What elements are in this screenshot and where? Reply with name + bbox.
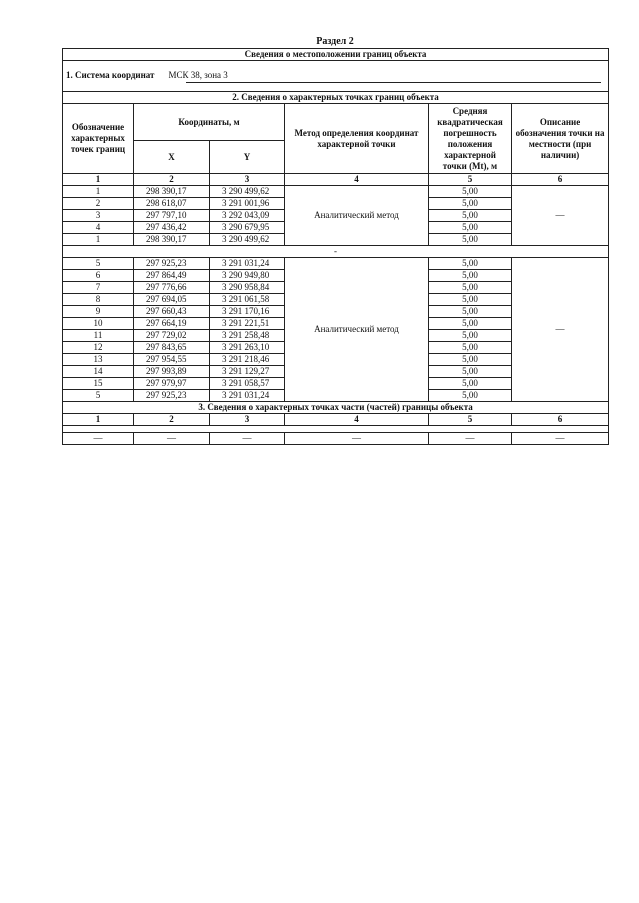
col-number: 6 (512, 414, 609, 426)
y-coord-cell: 3 291 221,51 (210, 318, 285, 330)
col-number: 3 (210, 174, 285, 186)
x-coord-cell: 298 390,17 (134, 234, 210, 246)
mt-cell: 5,00 (429, 378, 512, 390)
y-coord-cell: 3 290 949,80 (210, 270, 285, 282)
point-id-cell: 5 (63, 390, 134, 402)
point-id-cell: 7 (63, 282, 134, 294)
y-coord-cell: 3 291 170,16 (210, 306, 285, 318)
col-number: 3 (210, 414, 285, 426)
coord-system-label: 1. Система координат (66, 69, 155, 80)
group-separator: - (63, 246, 609, 258)
mt-cell: 5,00 (429, 282, 512, 294)
x-coord-cell: 297 776,66 (134, 282, 210, 294)
x-coord-cell: 297 864,49 (134, 270, 210, 282)
document-page (62, 36, 608, 445)
point-id-cell: 8 (63, 294, 134, 306)
x-coord-cell: 297 843,65 (134, 342, 210, 354)
point-id-cell: 3 (63, 210, 134, 222)
x-coord-cell: 297 925,23 (134, 390, 210, 402)
table-cell: — (429, 433, 512, 445)
col-header-point: Обозначение характерных точек границ (63, 104, 134, 174)
point-id-cell: 6 (63, 270, 134, 282)
table-cell: — (512, 433, 609, 445)
point-id-cell: 11 (63, 330, 134, 342)
col-number: 2 (134, 174, 210, 186)
table-cell: — (210, 433, 285, 445)
col-number: 2 (134, 414, 210, 426)
col-number: 4 (285, 414, 429, 426)
table-cell: — (134, 433, 210, 445)
x-coord-cell: 297 797,10 (134, 210, 210, 222)
mt-cell: 5,00 (429, 366, 512, 378)
mt-cell: 5,00 (429, 270, 512, 282)
points-title: 2. Сведения о характерных точках границ объекта (63, 92, 609, 104)
col-number: 5 (429, 174, 512, 186)
x-coord-cell: 297 979,97 (134, 378, 210, 390)
col-number: 4 (285, 174, 429, 186)
y-coord-cell: 3 292 043,09 (210, 210, 285, 222)
mt-cell: 5,00 (429, 390, 512, 402)
mt-cell: 5,00 (429, 198, 512, 210)
mt-cell: 5,00 (429, 234, 512, 246)
col-header-mt: Средняя квадратическая погрешность положения характерной точки (Mt), м (429, 104, 512, 174)
point-id-cell: 1 (63, 186, 134, 198)
point-row (63, 258, 609, 270)
x-coord-cell: 297 729,02 (134, 330, 210, 342)
col-number: 1 (63, 414, 134, 426)
y-coord-cell: 3 291 129,27 (210, 366, 285, 378)
y-coord-cell: 3 290 499,62 (210, 186, 285, 198)
description-cell: — (512, 186, 609, 246)
col-header-desc: Описание обозначения точки на местности (при наличии) (512, 104, 609, 174)
mt-cell: 5,00 (429, 294, 512, 306)
table-cell: — (285, 433, 429, 445)
col-header-coords: Координаты, м (134, 104, 285, 141)
point-id-cell: 2 (63, 198, 134, 210)
y-coord-cell: 3 291 218,46 (210, 354, 285, 366)
point-id-cell: 13 (63, 354, 134, 366)
x-coord-cell: 298 390,17 (134, 186, 210, 198)
mt-cell: 5,00 (429, 318, 512, 330)
x-coord-cell: 297 660,43 (134, 306, 210, 318)
x-coord-cell: 298 618,07 (134, 198, 210, 210)
x-coord-cell: 297 993,89 (134, 366, 210, 378)
col-number: 1 (63, 174, 134, 186)
point-id-cell: 1 (63, 234, 134, 246)
parts-spacer-row (63, 426, 609, 433)
col-header-x: X (134, 141, 210, 174)
y-coord-cell: 3 291 061,58 (210, 294, 285, 306)
y-coord-cell: 3 291 031,24 (210, 390, 285, 402)
point-id-cell: 12 (63, 342, 134, 354)
col-number: 6 (512, 174, 609, 186)
point-row (63, 186, 609, 198)
column-numbers-row (63, 174, 609, 186)
point-id-cell: 9 (63, 306, 134, 318)
col-number: 5 (429, 414, 512, 426)
x-coord-cell: 297 694,05 (134, 294, 210, 306)
coord-system-underline (186, 82, 601, 83)
y-coord-cell: 3 291 258,48 (210, 330, 285, 342)
y-coord-cell: 3 291 031,24 (210, 258, 285, 270)
mt-cell: 5,00 (429, 186, 512, 198)
boundary-table (62, 48, 609, 445)
mt-cell: 5,00 (429, 222, 512, 234)
point-id-cell: 4 (63, 222, 134, 234)
parts-title: 3. Сведения о характерных точках части (частей) границы объекта (63, 402, 609, 414)
mt-cell: 5,00 (429, 354, 512, 366)
mt-cell: 5,00 (429, 210, 512, 222)
section-header: Раздел 2 (316, 36, 354, 47)
y-coord-cell: 3 290 499,62 (210, 234, 285, 246)
x-coord-cell: 297 954,55 (134, 354, 210, 366)
parts-empty-row (63, 433, 609, 445)
mt-cell: 5,00 (429, 330, 512, 342)
table-cell: — (63, 433, 134, 445)
method-cell: Аналитический метод (285, 258, 429, 402)
point-id-cell: 5 (63, 258, 134, 270)
col-header-method: Метод определения координат характерной точки (285, 104, 429, 174)
mt-cell: 5,00 (429, 258, 512, 270)
x-coord-cell: 297 664,19 (134, 318, 210, 330)
mt-cell: 5,00 (429, 342, 512, 354)
coord-system-value: МСК 38, зона 3 (168, 69, 228, 80)
x-coord-cell: 297 436,42 (134, 222, 210, 234)
y-coord-cell: 3 291 263,10 (210, 342, 285, 354)
col-header-y: Y (210, 141, 285, 174)
method-cell: Аналитический метод (285, 186, 429, 246)
coord-system-cell (63, 61, 609, 92)
point-id-cell: 15 (63, 378, 134, 390)
point-id-cell: 14 (63, 366, 134, 378)
x-coord-cell: 297 925,23 (134, 258, 210, 270)
location-title: Сведения о местоположении границ объекта (63, 49, 609, 61)
mt-cell: 5,00 (429, 306, 512, 318)
y-coord-cell: 3 290 679,95 (210, 222, 285, 234)
description-cell: — (512, 258, 609, 402)
y-coord-cell: 3 291 058,57 (210, 378, 285, 390)
y-coord-cell: 3 290 958,84 (210, 282, 285, 294)
point-id-cell: 10 (63, 318, 134, 330)
y-coord-cell: 3 291 001,96 (210, 198, 285, 210)
parts-column-numbers-row (63, 414, 609, 426)
boundary-table-body (63, 49, 609, 445)
